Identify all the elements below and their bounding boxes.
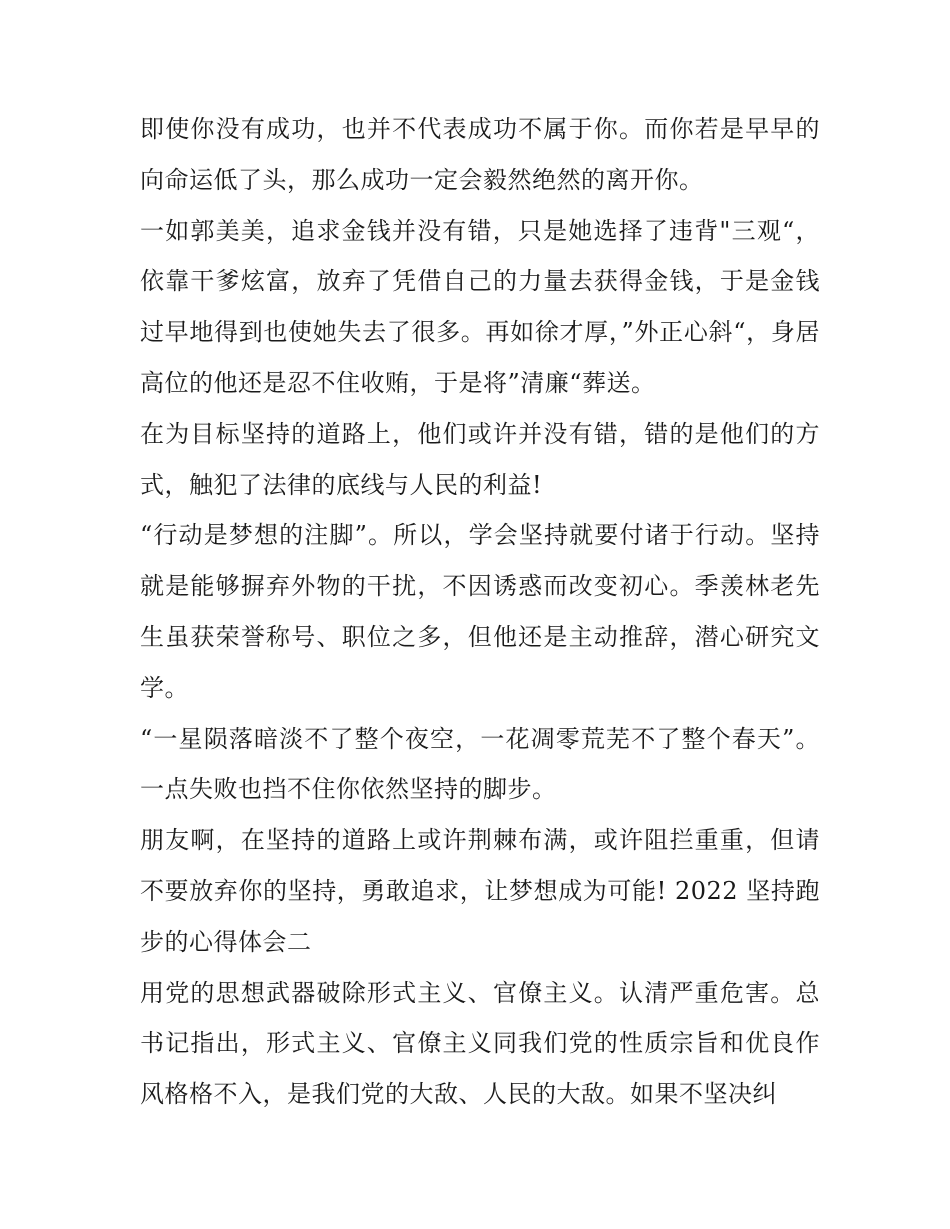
paragraph-2: 一如郭美美，追求金钱并没有错，只是她选择了违背"三观“，依靠干爹炫富，放弃了凭借自己的力量去获得金钱，于是金钱过早地得到也使她失去了很多。再如徐才厚，”外正心斜“，身居高位的他还是忍不住收贿，于是将”清廉“葬送。 <box>140 216 820 397</box>
document-body <box>140 104 820 1120</box>
paragraph-4: “行动是梦想的注脚”。所以，学会坚持就要付诸于行动。坚持就是能够摒弃外物的干扰，不因诱惑而改变初心。季羡林老先生虽获荣誉称号、职位之多，但他还是主动推辞，潜心研究文学。 <box>140 521 820 702</box>
paragraph-6: 朋友啊，在坚持的道路上或许荆棘布满，或许阻拦重重，但请不要放弃你的坚持，勇敢追求，让梦想成为可能! 2022 坚持跑步的心得体会二 <box>140 826 820 956</box>
paragraph-5: “一星陨落暗淡不了整个夜空，一花凋零荒芜不了整个春天”。一点失败也挡不住你依然坚持的脚步。 <box>140 724 820 804</box>
paragraph-7: 用党的思想武器破除形式主义、官僚主义。认清严重危害。总书记指出，形式主义、官僚主义同我们党的性质宗旨和优良作风格格不入，是我们党的大敌、人民的大敌。如果不坚决纠 <box>140 978 820 1109</box>
paragraph-3: 在为目标坚持的道路上，他们或许并没有错，错的是他们的方式，触犯了法律的底线与人民的利益! <box>140 419 820 499</box>
paragraph-1: 即使你没有成功，也并不代表成功不属于你。而你若是早早的向命运低了头，那么成功一定会毅然绝然的离开你。 <box>140 115 820 194</box>
